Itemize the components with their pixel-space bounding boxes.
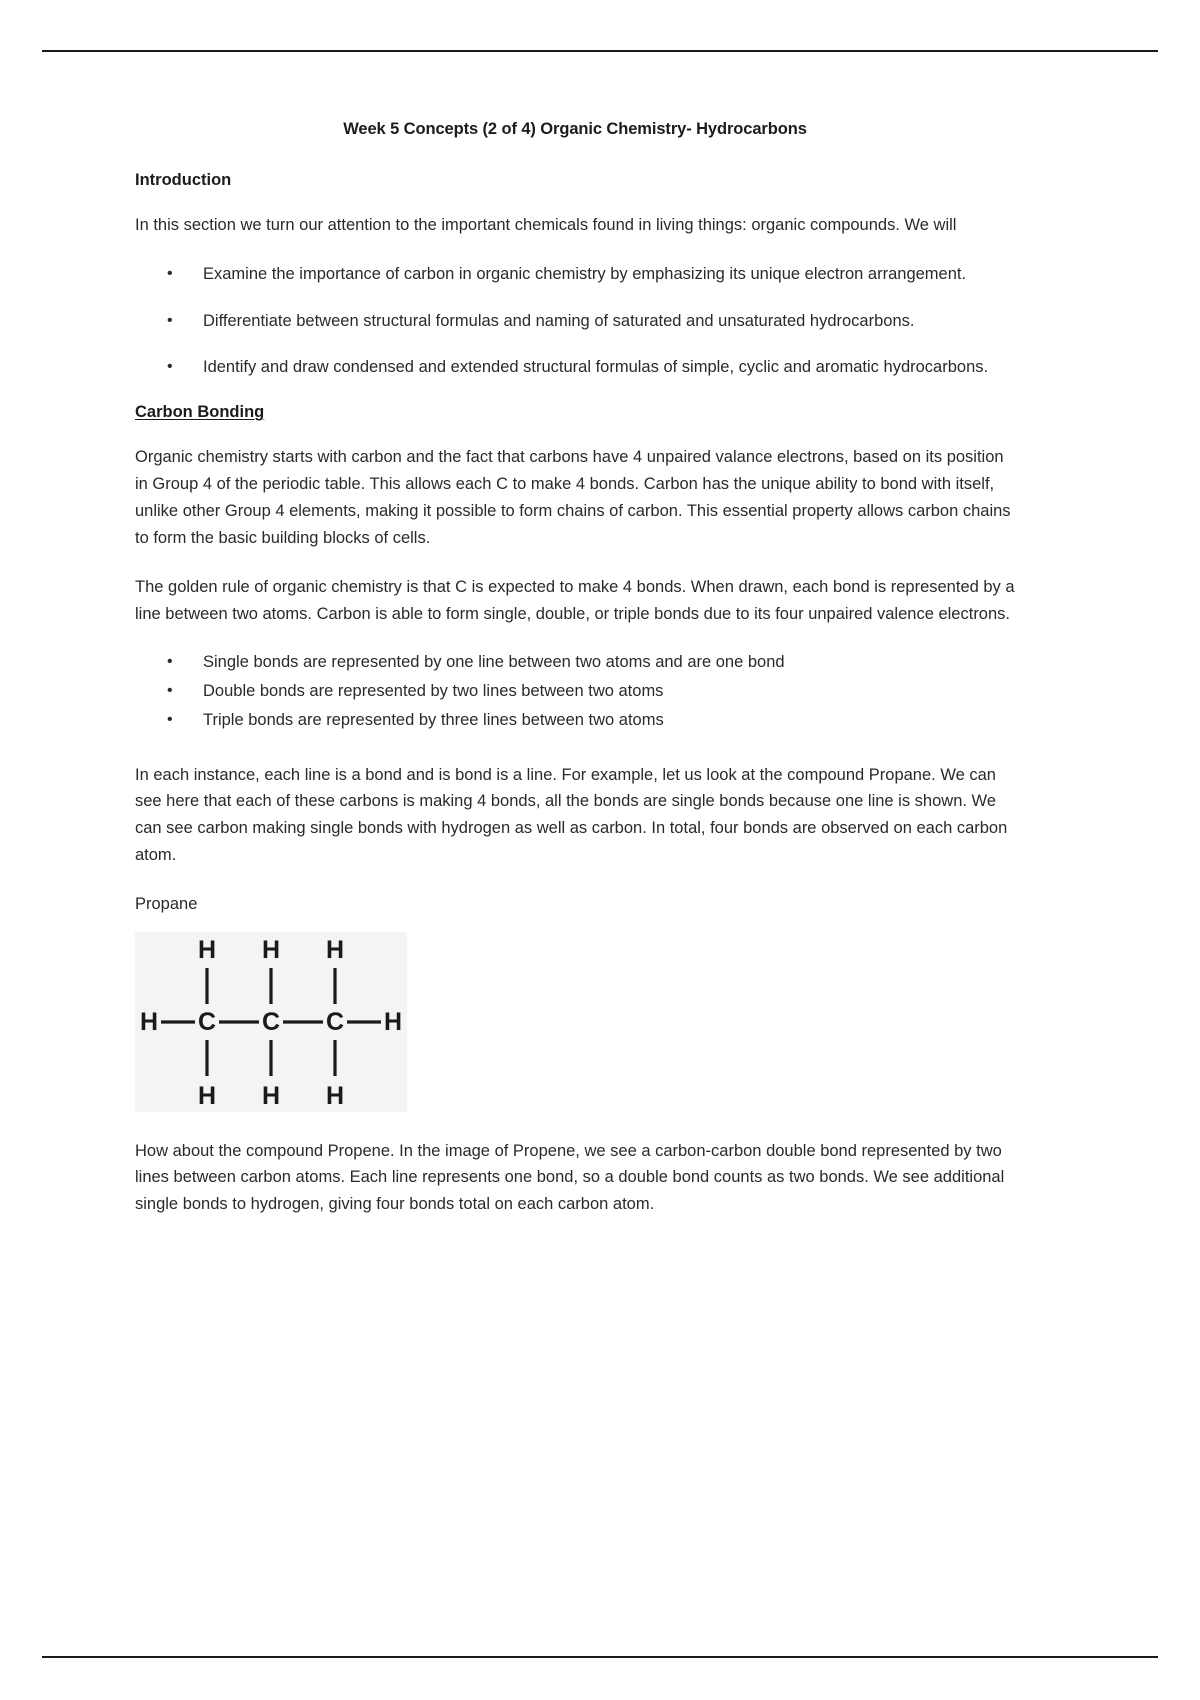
bullet-icon: • bbox=[167, 682, 173, 700]
heading-introduction: Introduction bbox=[135, 171, 232, 189]
atom-hydrogen-bottom-2: H bbox=[261, 1081, 281, 1110]
atom-hydrogen-top-3: H bbox=[325, 935, 345, 964]
bullet-icon: • bbox=[167, 653, 173, 671]
document-title: Week 5 Concepts (2 of 4) Organic Chemistry- Hydrocarbons bbox=[343, 120, 807, 138]
list-item bbox=[167, 308, 1015, 335]
list-item-label: Triple bonds are represented by three lines between two atoms bbox=[203, 710, 664, 729]
atom-hydrogen-right: H bbox=[383, 1007, 403, 1036]
list-item-label: Identify and draw condensed and extended structural formulas of simple, cyclic and aromatic hydrocarbons. bbox=[203, 358, 989, 377]
carbon-bonding-paragraph-3: In each instance, each line is a bond and is bond is a line. For example, let us look at the compound Propane. We can see here that each of these carbons is making 4 bonds, all the bonds are single bonds because one line is shown. We can see carbon making single bonds with hydrogen as well as carbon. In total, four bonds are observed on each carbon atom. bbox=[135, 765, 1008, 865]
atom-carbon-1: C bbox=[197, 1007, 217, 1036]
heading-carbon-bonding: Carbon Bonding bbox=[135, 403, 265, 422]
list-item-label: Examine the importance of carbon in organic chemistry by emphasizing its unique electron arrangement. bbox=[203, 264, 967, 283]
atom-carbon-2: C bbox=[261, 1007, 281, 1036]
list-item-label: Single bonds are represented by one line between two atoms and are one bond bbox=[203, 653, 785, 672]
bullet-icon: • bbox=[167, 358, 173, 376]
list-item-label: Double bonds are represented by two lines between two atoms bbox=[203, 682, 664, 701]
carbon-bonding-paragraph-1: Organic chemistry starts with carbon and the fact that carbons have 4 unpaired valance electrons, based on its position in Group 4 of the periodic table. This allows each C to make 4 bonds. Carbon has the unique ability to bond with itself, unlike other Group 4 elements, making it possible to form chains of carbon. This essential property allows carbon chains to form the basic building blocks of cells. bbox=[135, 448, 1011, 547]
atom-hydrogen-left: H bbox=[139, 1007, 159, 1036]
list-item-label: Differentiate between structural formulas and naming of saturated and unsaturated hydrocarbons. bbox=[203, 311, 915, 330]
list-item bbox=[167, 261, 1015, 288]
list-item bbox=[167, 354, 1015, 381]
propane-diagram bbox=[135, 932, 407, 1112]
introduction-paragraph: In this section we turn our attention to the important chemicals found in living things: organic compounds. We will bbox=[135, 216, 957, 234]
bullet-icon: • bbox=[167, 710, 173, 728]
atom-hydrogen-bottom-1: H bbox=[197, 1081, 217, 1110]
atom-hydrogen-top-2: H bbox=[261, 935, 281, 964]
figure-label-propane: Propane bbox=[135, 895, 198, 914]
carbon-bonding-paragraph-4: How about the compound Propene. In the image of Propene, we see a carbon-carbon double bond represented by two lines between carbon atoms. Each line represents one bond, so a double bond counts as two bonds. We see additional single bonds to hydrogen, giving four bonds total on each carbon atom. bbox=[135, 1141, 1005, 1214]
document-content bbox=[135, 120, 1015, 1240]
list-item bbox=[167, 649, 1015, 676]
atom-hydrogen-top-1: H bbox=[197, 935, 217, 964]
page-bottom-rule bbox=[42, 1656, 1158, 1658]
list-item bbox=[167, 678, 1015, 705]
objectives-list bbox=[135, 261, 1015, 381]
atom-hydrogen-bottom-3: H bbox=[325, 1081, 345, 1110]
list-item bbox=[167, 707, 1015, 734]
propane-structural-formula-figure bbox=[135, 932, 407, 1112]
carbon-bonding-paragraph-2: The golden rule of organic chemistry is that C is expected to make 4 bonds. When drawn, each bond is represented by a line between two atoms. Carbon is able to form single, double, or triple bonds due to its four unpaired valence electrons. bbox=[135, 577, 1015, 623]
bullet-icon: • bbox=[167, 264, 173, 282]
bond-types-list bbox=[135, 649, 1015, 733]
bullet-icon: • bbox=[167, 311, 173, 329]
atom-carbon-3: C bbox=[325, 1007, 345, 1036]
page-top-rule bbox=[42, 50, 1158, 52]
